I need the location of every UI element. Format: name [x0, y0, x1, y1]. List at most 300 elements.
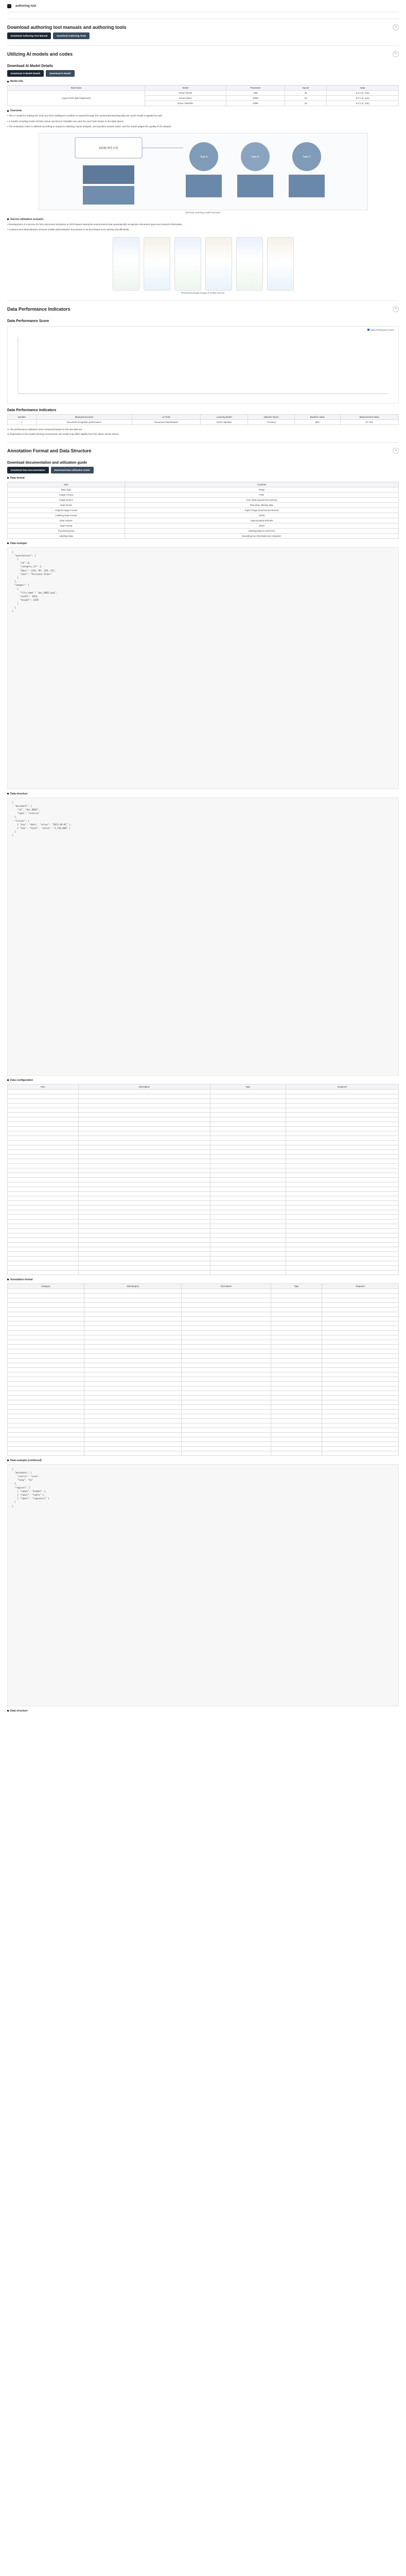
table-cell	[322, 1340, 399, 1344]
table-cell	[182, 1395, 271, 1400]
table-cell: JSON	[125, 523, 399, 528]
table-cell	[210, 1094, 286, 1098]
spacer	[7, 1714, 399, 1735]
structure-label: Data structure	[7, 792, 399, 795]
table-cell	[210, 1191, 286, 1196]
table-cell	[286, 1159, 399, 1163]
table-cell	[84, 1330, 182, 1335]
subsection-title: Data Performance Indicators	[7, 408, 57, 412]
table-row	[8, 1200, 399, 1205]
table-row	[8, 1210, 399, 1214]
table-row	[8, 1224, 399, 1228]
table-row	[8, 1451, 399, 1455]
table-cell	[78, 1108, 210, 1112]
table-cell	[182, 1307, 271, 1312]
table-cell	[210, 1140, 286, 1145]
logo-icon	[7, 4, 11, 8]
table-cell	[182, 1428, 271, 1432]
table-cell: 43M	[226, 91, 285, 96]
table-row	[8, 1187, 399, 1191]
table-row	[8, 1136, 399, 1140]
table-cell	[8, 1391, 84, 1395]
table-cell	[78, 1159, 210, 1163]
table-cell	[286, 1140, 399, 1145]
table-cell	[286, 1228, 399, 1233]
table-cell	[182, 1289, 271, 1293]
table-cell	[84, 1298, 182, 1302]
table-cell: 30	[285, 96, 327, 101]
overview-text: • The evaluation index is defined according to sequence labeling, layout analysis, and question-answer tasks, and the model judges the quality of the dataset.	[7, 125, 172, 128]
download-model-details-button[interactable]: Download AI Model Details	[7, 70, 44, 77]
table-cell	[210, 1224, 286, 1228]
column-header: Task Name	[8, 86, 145, 91]
annotation-rows	[8, 1289, 399, 1455]
table-cell	[322, 1353, 399, 1358]
table-cell	[78, 1126, 210, 1131]
chevron-up-icon[interactable]: ˄	[393, 448, 399, 454]
diagram-caption: [Picture] Learning model structure	[185, 211, 221, 214]
table-cell	[78, 1265, 210, 1270]
table-cell	[182, 1451, 271, 1455]
column-header: Baseline Value	[294, 414, 340, 419]
subsection-title: Download AI Model Details	[7, 64, 54, 68]
table-cell	[8, 1418, 84, 1423]
table-cell	[8, 1437, 84, 1442]
table-cell	[271, 1428, 322, 1432]
table-cell: 8:1:1 (tr, vl,ts)	[327, 91, 399, 96]
table-cell	[8, 1307, 84, 1312]
table-row	[8, 1094, 399, 1098]
table-cell	[210, 1228, 286, 1233]
table-cell	[322, 1400, 399, 1404]
table-row	[8, 1182, 399, 1187]
note-text: ※ Depending on the model learning environment, the results may differ slightly from the values shown above.	[7, 432, 119, 435]
table-cell	[8, 1316, 84, 1321]
table-cell	[286, 1154, 399, 1159]
table-cell	[84, 1404, 182, 1409]
table-cell	[286, 1251, 399, 1256]
table-cell	[210, 1126, 286, 1131]
column-header: Measurement Item	[36, 414, 132, 419]
annotation-table	[7, 1283, 399, 1456]
table-cell	[8, 1200, 79, 1205]
table-row	[8, 1242, 399, 1247]
table-cell: Form data acquired for learning	[125, 497, 399, 502]
table-cell	[84, 1326, 182, 1330]
chevron-up-icon[interactable]: ˄	[393, 51, 399, 57]
table-cell	[210, 1205, 286, 1210]
table-cell	[322, 1330, 399, 1335]
table-cell: 8:1:1 (tr, vl,ts)	[327, 96, 399, 101]
table-cell	[322, 1391, 399, 1395]
table-cell	[84, 1372, 182, 1377]
table-cell	[271, 1381, 322, 1386]
table-cell	[322, 1409, 399, 1414]
table-cell	[271, 1330, 322, 1335]
table-cell	[286, 1098, 399, 1103]
config-label: Data configuration	[7, 1079, 399, 1082]
table-cell	[271, 1432, 322, 1437]
table-cell	[78, 1177, 210, 1182]
table-cell	[8, 1367, 84, 1372]
table-cell: Layout OCR (Bert-Alignment)	[8, 91, 145, 106]
section-title: Annotation Format and Data Structure	[7, 448, 92, 453]
table-row	[8, 1312, 399, 1316]
table-cell	[322, 1312, 399, 1316]
table-cell	[8, 1256, 79, 1261]
table-cell	[84, 1377, 182, 1381]
table-row	[8, 1112, 399, 1117]
table-cell	[271, 1353, 322, 1358]
json-code-block: { "document": { "id": "doc_0001", "type": "invoice" }, "fields": [ { "key": "date", "value": "2021-09-01" }, { "key": "total", "value": "1,250,000" } ] }	[7, 798, 399, 1076]
table-row	[8, 1400, 399, 1404]
table-row	[8, 1265, 399, 1270]
performance-chart	[7, 326, 399, 403]
column-header: Contents	[125, 482, 399, 487]
table-cell	[271, 1423, 322, 1428]
table-row	[8, 1251, 399, 1256]
table-header-row	[8, 482, 399, 487]
table-cell	[322, 1363, 399, 1367]
format-label: Data format	[7, 477, 399, 480]
table-cell	[8, 1326, 84, 1330]
table-cell	[322, 1293, 399, 1298]
table-cell: Document Classification	[132, 419, 201, 425]
table-row	[8, 1159, 399, 1163]
table-cell	[286, 1103, 399, 1108]
table-cell	[322, 1381, 399, 1386]
table-cell	[8, 1159, 79, 1163]
table-row	[8, 1154, 399, 1159]
table-cell	[182, 1386, 271, 1391]
table-cell	[8, 1214, 79, 1219]
table-row	[8, 1446, 399, 1451]
note-text: ※ The performance indicators were measured based on the test data set.	[7, 428, 83, 431]
table-row	[8, 1149, 399, 1154]
overview-label: Overview	[7, 109, 399, 112]
table-cell	[322, 1367, 399, 1372]
table-row	[8, 502, 399, 507]
table-cell	[182, 1437, 271, 1442]
chevron-up-icon[interactable]: ˄	[393, 24, 399, 30]
table-cell	[286, 1238, 399, 1242]
table-cell: 97.74%	[340, 419, 398, 425]
table-cell	[8, 1089, 79, 1094]
table-cell	[182, 1446, 271, 1451]
table-row	[8, 497, 399, 502]
table-row	[8, 1145, 399, 1149]
annotation-label: Annotation format	[7, 1278, 399, 1281]
table-row	[8, 492, 399, 497]
table-cell	[210, 1163, 286, 1168]
table-cell	[182, 1442, 271, 1446]
table-header-row	[8, 1283, 399, 1289]
table-cell	[78, 1173, 210, 1177]
table-cell	[322, 1358, 399, 1363]
table-cell	[210, 1200, 286, 1205]
table-row	[8, 507, 399, 513]
table-cell	[78, 1187, 210, 1191]
table-cell	[84, 1442, 182, 1446]
table-row	[8, 513, 399, 518]
table-row	[8, 1363, 399, 1367]
diagram-label: Task B	[251, 155, 259, 159]
table-row	[8, 1173, 399, 1177]
table-cell	[84, 1386, 182, 1391]
section-header	[7, 49, 399, 59]
mobile-screenshots	[7, 237, 399, 291]
column-header: Type	[271, 1283, 322, 1289]
table-row	[8, 1261, 399, 1265]
table-cell	[210, 1154, 286, 1159]
table-cell	[322, 1344, 399, 1349]
block	[83, 186, 134, 205]
table-cell	[78, 1112, 210, 1117]
table-row	[8, 1140, 399, 1145]
footer-label: Data structure	[7, 1709, 399, 1713]
table-cell	[8, 1381, 84, 1386]
table-cell	[8, 1182, 79, 1187]
table-cell	[78, 1256, 210, 1261]
mobile-screenshot	[205, 237, 232, 291]
table-cell	[78, 1145, 210, 1149]
column-header: Epoch	[285, 86, 327, 91]
column-header: Data	[327, 86, 399, 91]
table-cell	[78, 1168, 210, 1173]
table-cell	[286, 1210, 399, 1214]
table-row	[8, 1126, 399, 1131]
table-row	[8, 1316, 399, 1321]
table-cell: Donut classifier	[201, 419, 248, 425]
column-header: Required	[322, 1283, 399, 1289]
table-cell	[322, 1298, 399, 1302]
table-row	[8, 1353, 399, 1358]
table-row	[8, 1391, 399, 1395]
table-cell	[182, 1293, 271, 1298]
table-cell	[84, 1391, 182, 1395]
table-cell	[182, 1298, 271, 1302]
table-row	[8, 1293, 399, 1298]
table-cell	[210, 1131, 286, 1136]
table-cell	[182, 1316, 271, 1321]
table-cell	[78, 1089, 210, 1094]
table-cell	[271, 1316, 322, 1321]
table-row	[8, 1214, 399, 1219]
table-row	[8, 1219, 399, 1224]
table-cell	[8, 1432, 84, 1437]
table-cell	[8, 1094, 79, 1098]
table-cell: Original Image Format	[8, 507, 125, 513]
table-row	[8, 1372, 399, 1377]
table-cell	[8, 1344, 84, 1349]
table-row	[8, 1442, 399, 1446]
table-cell	[78, 1149, 210, 1154]
table-cell: Data Type	[8, 487, 125, 492]
table-cell: Data format	[8, 502, 125, 507]
column-header: Indicator Name	[248, 414, 295, 419]
table-cell	[8, 1219, 79, 1224]
table-cell	[78, 1094, 210, 1098]
table-cell	[8, 1238, 79, 1242]
table-cell	[322, 1418, 399, 1423]
table-cell	[8, 1145, 79, 1149]
table-cell	[182, 1335, 271, 1340]
table-cell	[78, 1122, 210, 1126]
download-tools-button[interactable]: Download Authoring Tools	[53, 32, 90, 39]
download-model-button[interactable]: Download AI Model	[46, 70, 74, 77]
table-cell	[271, 1302, 322, 1307]
table-cell	[8, 1233, 79, 1238]
table-row	[8, 1270, 399, 1275]
table-cell	[322, 1423, 399, 1428]
table-row	[8, 1307, 399, 1312]
table-cell: Raw data, labeling data	[125, 502, 399, 507]
legend-swatch	[367, 329, 369, 331]
table-cell	[286, 1219, 399, 1224]
table-row	[8, 91, 399, 96]
table-row	[8, 1247, 399, 1251]
column-header: AI TASK	[132, 414, 201, 419]
table-row	[8, 419, 399, 425]
table-cell	[322, 1326, 399, 1330]
table-cell	[322, 1302, 399, 1307]
table-cell	[271, 1418, 322, 1423]
table-cell	[286, 1187, 399, 1191]
table-row	[8, 1432, 399, 1437]
table-cell	[286, 1191, 399, 1196]
table-cell	[271, 1367, 322, 1372]
table-cell	[322, 1437, 399, 1442]
table-cell	[8, 1442, 84, 1446]
table-cell: Image	[125, 487, 399, 492]
diagram-label: Task C	[302, 155, 311, 159]
table-cell	[210, 1168, 286, 1173]
table-cell	[210, 1187, 286, 1191]
table-cell: Donut Classifier	[145, 101, 226, 106]
table-cell	[8, 1335, 84, 1340]
table-cell	[271, 1307, 322, 1312]
table-cell	[8, 1154, 79, 1159]
table-cell	[8, 1451, 84, 1455]
download-guide-button[interactable]: Download Data Utilization Guide	[51, 467, 94, 473]
chart-legend	[367, 329, 394, 331]
table-cell	[271, 1386, 322, 1391]
table-cell	[322, 1377, 399, 1381]
table-cell	[84, 1395, 182, 1400]
table-cell	[271, 1326, 322, 1330]
table-cell	[322, 1321, 399, 1326]
table-cell	[8, 1210, 79, 1214]
table-cell	[84, 1363, 182, 1367]
table-cell	[210, 1112, 286, 1117]
table-cell	[286, 1112, 399, 1117]
json3-label: Data example (continued)	[7, 1459, 399, 1462]
table-cell	[84, 1358, 182, 1363]
column-header: Number	[8, 414, 37, 419]
overview-text: • The AI model for solving the OCR and form intelligence problem is trained through the constructed learning data set. Each model is applied by task.	[7, 114, 163, 117]
table-cell	[78, 1233, 210, 1238]
mobile-screenshot	[113, 237, 139, 291]
table-cell	[8, 1400, 84, 1404]
table-cell	[84, 1400, 182, 1404]
table-cell	[8, 1122, 79, 1126]
table-cell	[78, 1228, 210, 1233]
config-rows	[8, 1089, 399, 1275]
table-cell	[322, 1414, 399, 1418]
table-cell	[182, 1353, 271, 1358]
table-cell	[182, 1372, 271, 1377]
table-cell: 8:1:1 (tr, vl,ts)	[327, 101, 399, 106]
table-cell: Donut (Swin)	[145, 96, 226, 101]
table-cell	[286, 1145, 399, 1149]
table-row	[8, 1321, 399, 1326]
table-cell	[182, 1400, 271, 1404]
table-cell	[210, 1177, 286, 1182]
table-cell	[8, 1112, 79, 1117]
table-cell	[182, 1349, 271, 1353]
table-cell: 20	[285, 101, 327, 106]
table-cell	[182, 1367, 271, 1372]
table-row	[8, 487, 399, 492]
table-cell	[286, 1089, 399, 1094]
table-cell	[78, 1196, 210, 1200]
table-cell	[271, 1340, 322, 1344]
table-cell	[286, 1233, 399, 1238]
section-title: Data Performance Indicators	[7, 306, 70, 312]
table-cell	[8, 1265, 79, 1270]
table-row	[8, 1340, 399, 1344]
table-cell	[322, 1432, 399, 1437]
table-cell	[78, 1214, 210, 1219]
download-manual-button[interactable]: Download Authoring Tool Manual	[7, 32, 51, 39]
json-code-block: { "metadata": { "source": "scan", "lang": "ko" }, "regions": [ { "label": "header" }, { "label": "table" }, { "label": "signature" } ] }	[7, 1464, 399, 1706]
table-cell	[78, 1117, 210, 1122]
table-cell: Document recognition performance	[36, 419, 132, 425]
chevron-up-icon[interactable]: ˄	[393, 306, 399, 312]
table-cell	[271, 1293, 322, 1298]
table-cell	[286, 1094, 399, 1098]
column-header: Measurement Value	[340, 414, 398, 419]
table-row	[8, 1131, 399, 1136]
table-cell	[182, 1423, 271, 1428]
table-cell	[84, 1423, 182, 1428]
table-cell	[286, 1182, 399, 1187]
table-cell	[182, 1358, 271, 1363]
table-cell	[78, 1224, 210, 1228]
block	[83, 165, 134, 184]
table-cell	[8, 1177, 79, 1182]
table-cell	[78, 1154, 210, 1159]
table-row	[8, 523, 399, 528]
table-cell	[210, 1214, 286, 1219]
table-cell	[210, 1159, 286, 1163]
table-cell	[8, 1409, 84, 1414]
mobile-screenshot	[174, 237, 201, 291]
table-cell	[8, 1349, 84, 1353]
table-cell	[8, 1224, 79, 1228]
table-cell	[8, 1247, 79, 1251]
model-table	[7, 85, 399, 106]
table-cell	[210, 1108, 286, 1112]
download-documentation-button[interactable]: Download Data Documentation	[7, 467, 49, 473]
table-cell	[286, 1126, 399, 1131]
table-cell	[286, 1196, 399, 1200]
table-row	[8, 1423, 399, 1428]
table-cell	[322, 1316, 399, 1321]
section-ai-models	[7, 45, 399, 294]
table-cell	[84, 1437, 182, 1442]
table-cell: Accuracy	[248, 419, 295, 425]
